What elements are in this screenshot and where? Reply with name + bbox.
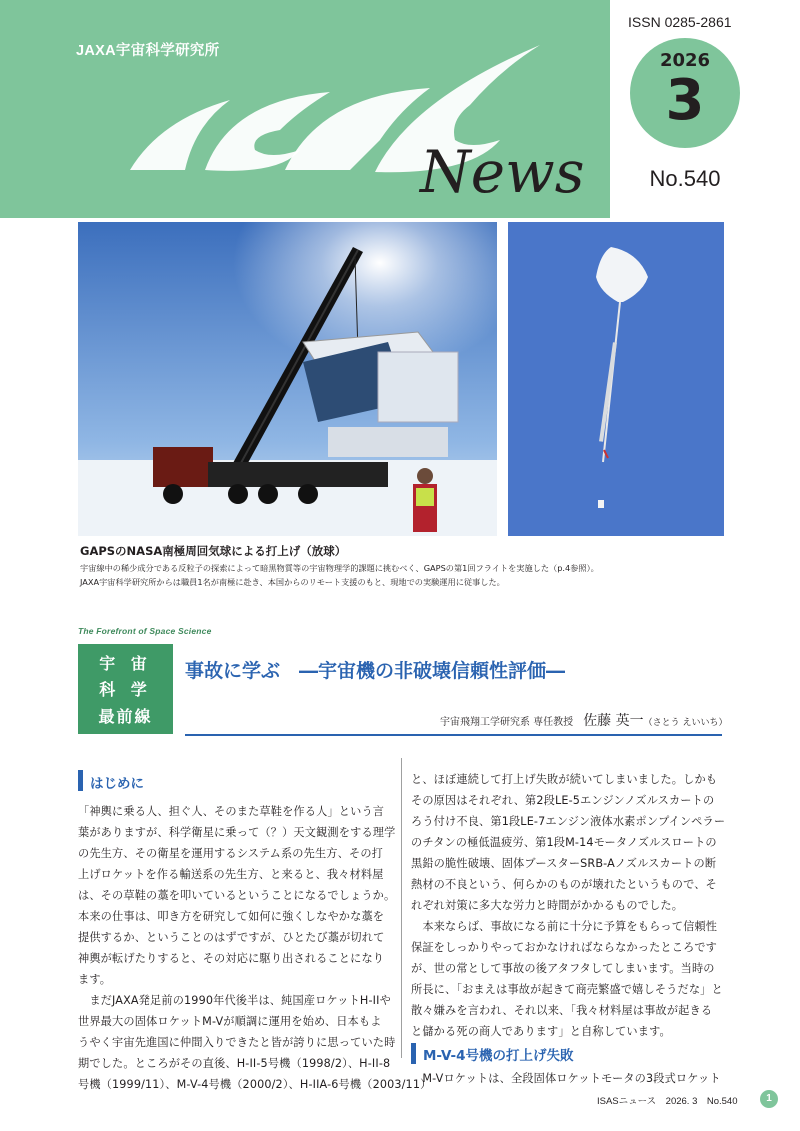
isas-news-logo — [0, 0, 610, 218]
heading-bar — [411, 1043, 416, 1064]
organization-name: JAXA宇宙科学研究所 — [76, 43, 220, 59]
section-tag: The Forefront of Space Science — [78, 626, 212, 636]
body-line: M-Vロケットは、全段固体ロケットモータの3段式ロケット — [411, 1072, 721, 1085]
body-line: が、世の常として事故の後アタフタしてしまいます。当時の — [411, 962, 715, 975]
body-line: 所長に、「おまえは事故が起きて商売繁盛で嬉しそうだな」と — [411, 983, 723, 996]
body-line: ろう付け不良、第1段LE-7エンジン液体水素ポンプインペラー — [411, 815, 726, 828]
body-line: れぞれ対策に多大な労力と時間がかかるものでした。 — [411, 899, 684, 912]
body-line: 本来の仕事は、叩き方を研究して如何に強くしなやかな藁を — [78, 910, 385, 923]
category-label-line: 最前線 — [98, 707, 153, 726]
article-title: 事故に学ぶ ―宇宙機の非破壊信頼性評価― — [185, 660, 566, 682]
body-line: 号機（1999/11）、M-V-4号機（2000/2）、H-IIA-6号機（2003/11） — [78, 1078, 432, 1091]
body-line: 散々嫌みを言われ、それ以来、「我々材料屋は事故が起きる — [411, 1004, 713, 1017]
photo-caption-line: 宇宙線中の稀少成分である反粒子の探索によって暗黒物質等の宇宙物理学的課題に挑むべく、GAPSの第1回フライトを実施した（p.4参照）。 — [80, 563, 599, 573]
body-line: 提供するか、ということのはずですが、ひとたび藁が切れて — [78, 931, 385, 944]
body-line: 黒鉛の脆性破壊、固体ブースターSRB-Aノズルスカートの断 — [411, 857, 717, 870]
body-line: まだJAXA発足前の1990年代後半は、純国産ロケットH-IIや — [78, 994, 391, 1007]
body-line: は、その草鞋の藁を叩いているということになるでしょうか。 — [78, 889, 396, 902]
photo-caption-line: JAXA宇宙科学研究所からは職員1名が南極に赴き、本国からのリモート支援のもと、現地での実験運用に従事した。 — [80, 577, 505, 587]
body-line: ます。 — [78, 973, 112, 986]
section-heading: はじめに — [90, 776, 144, 792]
body-line: 熱材の不良という、何らかのものが壊れたというもので、そ — [411, 878, 717, 891]
body-line: 本来ならば、事故になる前に十分に予算をもらって信頼性 — [411, 920, 718, 933]
author-reading: （さとう えいいち） — [643, 718, 728, 728]
category-label-line: 科 学 — [99, 680, 152, 699]
body-line: と儲かる死の商人であります」と自称しています。 — [411, 1025, 671, 1038]
photo-gaps-launch — [78, 222, 497, 536]
body-line: の先生方、その衛星を運用するシステム系の先生方、その打 — [78, 847, 383, 860]
footer-publication: ISASニュース 2026. 3 No.540 — [597, 1096, 738, 1107]
author-name: 佐藤 英一 — [583, 713, 644, 729]
category-label-line: 宇 宙 — [99, 654, 152, 673]
photo-balloon-flight — [508, 222, 724, 536]
heading-bar — [78, 770, 83, 791]
body-line: 「神輿に乗る人、担ぐ人、そのまた草鞋を作る人」という言 — [78, 805, 385, 818]
body-line: 期でした。ところがその直後、H-II-5号機（1998/2）、H-II-8 — [78, 1057, 391, 1070]
issn: ISSN 0285-2861 — [628, 14, 732, 30]
logo-news-text: News — [420, 138, 585, 206]
issue-month: 3 — [665, 68, 705, 133]
section-heading: M-V-4号機の打上げ失敗 — [423, 1048, 574, 1064]
page-number: 1 — [760, 1090, 778, 1108]
column-divider — [401, 758, 402, 1058]
issue-year: 2026 — [659, 50, 711, 71]
photo-caption-title: GAPSのNASA南極周回気球による打上げ（放球） — [80, 544, 347, 558]
author-affiliation: 宇宙飛翔工学研究系 専任教授 — [440, 717, 574, 728]
body-line: 神輿が転げたりすると、その対応に駆り出されることになり — [78, 952, 385, 965]
body-line: 上げロケットを作る輸送系の先生方、と来ると、我々材料屋 — [78, 868, 384, 881]
author-byline — [440, 710, 728, 730]
body-line: 葉がありますが、科学衛星に乗って（？）天文観測をする理学 — [78, 826, 396, 839]
body-line: のチタンの極低温疲労、第1段M-14モータノズルスロートの — [411, 836, 717, 849]
body-line: その原因はそれぞれ、第2段LE-5エンジンノズルスカートの — [411, 794, 715, 807]
body-line: と、ほぼ連続して打上げ失敗が続いてしまいました。しかも — [411, 773, 718, 786]
issue-number: No.540 — [649, 166, 721, 191]
body-line: 保証をしっかりやっておかなければならなかったところです — [411, 941, 718, 954]
body-line: うやく宇宙先進国に仲間入りできたと皆が誇りに思っていた時 — [78, 1036, 396, 1049]
body-line: 世界最大の固体ロケットM-Vが順調に運用を始め、日本もよ — [78, 1015, 382, 1028]
title-rule — [185, 734, 722, 736]
